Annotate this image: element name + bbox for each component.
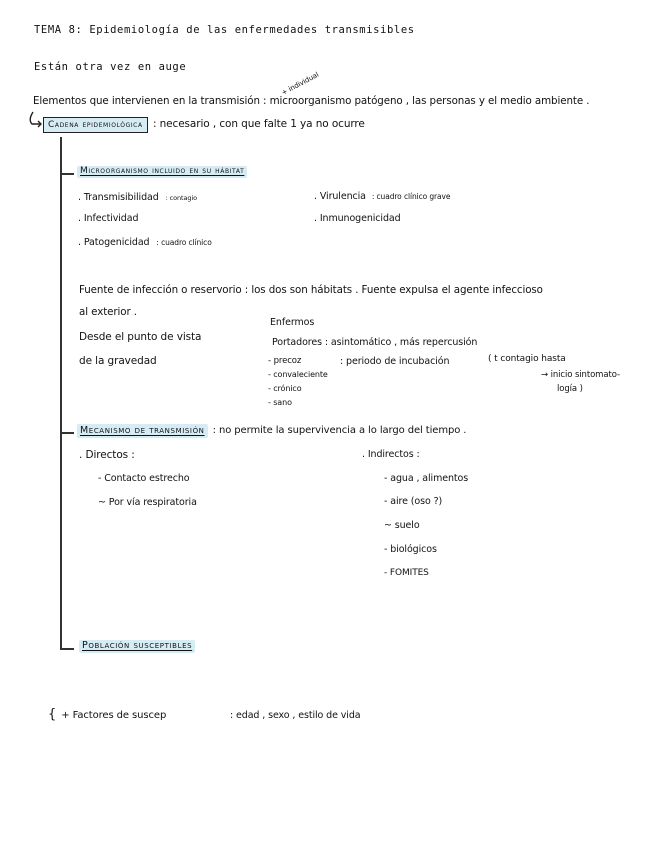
directos-label: . Directos : — [79, 449, 135, 461]
factores-label: + Factores de suscep — [61, 710, 167, 721]
contagio-hasta: ( t contagio hasta — [488, 354, 566, 364]
tree-branch-2 — [60, 432, 74, 434]
directo-item-1: - Contacto estrecho — [98, 473, 190, 484]
portadores: Portadores : asintomático , más repercusión — [272, 337, 478, 348]
item-infectividad: . Infectividad — [78, 213, 139, 224]
indirecto-item-3: ~ suelo — [384, 520, 420, 531]
directo-item-2: ~ Por vía respiratoria — [98, 497, 197, 508]
poblacion-heading: Población susceptibles — [79, 640, 195, 653]
gravedad-line-2: de la gravedad — [79, 355, 157, 367]
enfermos: Enfermos — [270, 317, 315, 328]
factores-note: : edad , sexo , estilo de vida — [230, 710, 361, 721]
microorganismo-heading: Microorganismo incluido en su hábitat — [77, 166, 247, 178]
periodo-incubacion: : periodo de incubación — [340, 356, 450, 367]
factores-row — [48, 708, 166, 721]
portador-cronico: - crónico — [268, 384, 302, 393]
item-transmisibilidad: . Transmisibilidad : contagio — [78, 192, 197, 203]
cadena-row — [43, 119, 365, 130]
mecanismo-heading: Mecanismo de transmisión — [77, 424, 208, 438]
cadena-note: : necesario , con que falte 1 ya no ocurre — [152, 118, 365, 130]
mecanismo-row — [77, 426, 466, 436]
gravedad-line-1: Desde el punto de vista — [79, 331, 202, 343]
inicio-sintomatologia: → inicio sintomato- — [541, 370, 620, 380]
cadena-label: Cadena epidemiológica — [43, 117, 148, 133]
indirecto-item-5: - FOMITES — [384, 568, 429, 578]
item-virulencia: . Virulencia : cuadro clínico grave — [314, 191, 451, 202]
portador-sano: - sano — [268, 398, 292, 407]
indirecto-item-2: - aire (oso ?) — [384, 496, 443, 507]
item-patogenicidad: . Patogenicidad : cuadro clínico — [78, 237, 212, 248]
portador-convaleciente: - convaleciente — [268, 370, 328, 379]
elements-text: Elementos que intervienen en la transmisión : microorganismo patógeno , las personas y el medio ambiente . — [33, 95, 590, 107]
logia: logía ) — [557, 384, 583, 394]
fuente-line-1: Fuente de infección o reservorio : los dos son hábitats . Fuente expulsa el agente infeccioso — [79, 284, 543, 296]
tree-branch-3 — [60, 648, 74, 650]
subtitle: Están otra vez en auge — [34, 61, 187, 73]
tree-branch-1 — [60, 173, 74, 175]
tree-vertical-line — [60, 137, 62, 649]
item-inmunogenicidad: . Inmunogenicidad — [314, 213, 401, 224]
fuente-line-2: al exterior . — [79, 306, 137, 318]
indirecto-item-1: - agua , alimentos — [384, 473, 469, 484]
page-title: TEMA 8: Epidemiología de las enfermedades transmisibles — [34, 24, 415, 36]
indirectos-label: . Indirectos : — [362, 449, 420, 460]
individual-annotation: + individual — [280, 70, 321, 97]
factores-bracket: { — [48, 707, 57, 722]
indirecto-item-4: - biológicos — [384, 544, 437, 555]
mecanismo-note: : no permite la supervivencia a lo largo del tiempo . — [212, 425, 467, 436]
portador-precoz: - precoz — [268, 356, 302, 366]
